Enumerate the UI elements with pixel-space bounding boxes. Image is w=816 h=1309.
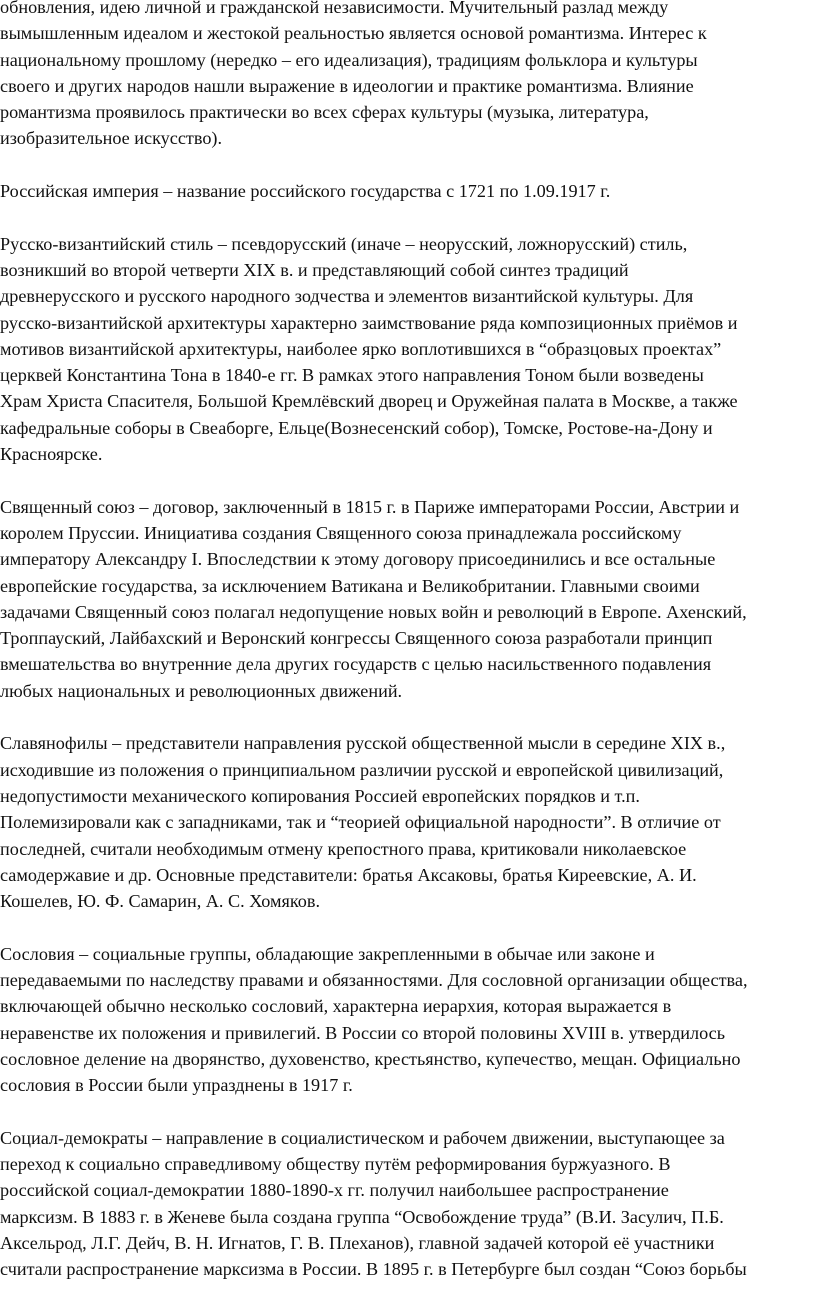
text-line: кафедральные соборы в Свеаборге, Ельце(Вознесенский собор), Томске, Ростове-на-Дону и bbox=[0, 417, 713, 438]
paragraph-social-democrats bbox=[0, 1125, 816, 1283]
text-line: древнерусского и русского народного зодчества и элементов византийской культуры. Для bbox=[0, 286, 694, 307]
text-line: своего и других народов нашли выражение в идеологии и практике романтизма. Влияние bbox=[0, 75, 694, 96]
text-line: Русско-византийский стиль – псевдорусский (иначе – неорусский, ложнорусский) стиль, bbox=[0, 233, 688, 254]
text-line: самодержавие и др. Основные представители: братья Аксаковы, братья Киреевские, А. И. bbox=[0, 864, 697, 885]
text-line: считали распространение марксизма в России. В 1895 г. в Петербурге был создан “Союз борьбы bbox=[0, 1259, 747, 1280]
text-line: Полемизировали как с западниками, так и “теорией официальной народности”. В отличие от bbox=[0, 812, 721, 833]
text-line: Троппауский, Лайбахский и Веронский конгрессы Священного союза разработали принцип bbox=[0, 628, 713, 649]
text-line: передаваемыми по наследству правами и обязанностями. Для сословной организации общества, bbox=[0, 969, 748, 990]
paragraph-russian-empire bbox=[0, 178, 816, 204]
text-line: задачами Священный союз полагал недопущение новых войн и революций в Европе. Ахенский, bbox=[0, 601, 747, 622]
text-line: неравенстве их положения и привилегий. В России со второй половины XVIII в. утвердилось bbox=[0, 1022, 725, 1043]
text-line: европейские государства, за исключением Ватикана и Великобритании. Главными своими bbox=[0, 575, 700, 596]
text-line: последней, считали необходимым отмену крепостного права, критиковали николаевское bbox=[0, 838, 687, 859]
text-line: национальному прошлому (нередко – его идеализация), традициям фольклора и культуры bbox=[0, 49, 698, 70]
text-line: вымышленным идеалом и жестокой реальностью является основой романтизма. Интерес к bbox=[0, 23, 707, 44]
text-line: переход к социально справедливому обществу путём реформирования буржуазного. В bbox=[0, 1154, 671, 1175]
paragraph-slavophiles bbox=[0, 730, 816, 914]
text-line: Красноярске. bbox=[0, 444, 103, 465]
text-line: Кошелев, Ю. Ф. Самарин, А. С. Хомяков. bbox=[0, 891, 320, 912]
text-line: вмешательства во внутренние дела других государств с целью насильственного подавления bbox=[0, 654, 712, 675]
text-line: возникший во второй четверти XIX в. и представляющий собой синтез традиций bbox=[0, 259, 629, 280]
text-line: включающей обычно несколько сословий, характерна иерархия, которая выражается в bbox=[0, 996, 672, 1017]
text-line: российской социал-демократии 1880-1890-х гг. получил наибольшее распространение bbox=[0, 1180, 669, 1201]
text-line: русско-византийской архитектуры характерно заимствование ряда композиционных приёмов и bbox=[0, 312, 738, 333]
text-line: изобразительное искусство). bbox=[0, 128, 223, 149]
text-line: обновления, идею личной и гражданской независимости. Мучительный разлад между bbox=[0, 0, 669, 17]
text-line: Аксельрод, Л.Г. Дейч, В. Н. Игнатов, Г. В. Плеханов), главной задачей которой её участники bbox=[0, 1232, 715, 1253]
text-line: Священный союз – договор, заключенный в 1815 г. в Париже императорами России, Австрии и bbox=[0, 496, 740, 517]
text-line: Славянофилы – представители направления русской общественной мысли в середине XIX в., bbox=[0, 733, 726, 754]
text-line: Социал-демократы – направление в социалистическом и рабочем движении, выступающее за bbox=[0, 1127, 725, 1148]
text-line: сословное деление на дворянство, духовенство, крестьянство, купечество, мещан. Официально bbox=[0, 1048, 741, 1069]
text-line: романтизма проявилось практически во всех сферах культуры (музыка, литература, bbox=[0, 102, 649, 123]
text-line: любых национальных и революционных движений. bbox=[0, 680, 403, 701]
paragraph-holy-alliance bbox=[0, 494, 816, 704]
text-line: исходившие из положения о принципиальном различии русской и европейской цивилизаций, bbox=[0, 759, 724, 780]
text-line: недопустимости механического копирования Россией европейских порядков и т.п. bbox=[0, 785, 640, 806]
text-line: марксизм. В 1883 г. в Женеве была создана группа “Освобождение труда” (В.И. Засулич, П.Б. bbox=[0, 1206, 724, 1227]
text-line: церквей Константина Тона в 1840-е гг. В рамках этого направления Тоном были возведены bbox=[0, 365, 704, 386]
text-line: мотивов византийской архитектуры, наиболее ярко воплотившихся в “образцовых проектах” bbox=[0, 338, 722, 359]
text-line: Российская империя – название российского государства с 1721 по 1.09.1917 г. bbox=[0, 181, 611, 202]
paragraph-romanticism bbox=[0, 0, 816, 152]
text-line: Храм Христа Спасителя, Большой Кремлёвский дворец и Оружейная палата в Москве, а также bbox=[0, 391, 738, 412]
paragraph-russo-byzantine-style bbox=[0, 231, 816, 468]
text-line: королем Пруссии. Инициатива создания Священного союза принадлежала российскому bbox=[0, 522, 682, 543]
paragraph-estates bbox=[0, 941, 816, 1099]
text-line: сословия в России были упразднены в 1917 г. bbox=[0, 1075, 353, 1096]
text-line: императору Александру I. Впоследствии к этому договору присоединились и все остальные bbox=[0, 549, 716, 570]
text-line: Сословия – социальные группы, обладающие закрепленными в обычае или законе и bbox=[0, 943, 655, 964]
